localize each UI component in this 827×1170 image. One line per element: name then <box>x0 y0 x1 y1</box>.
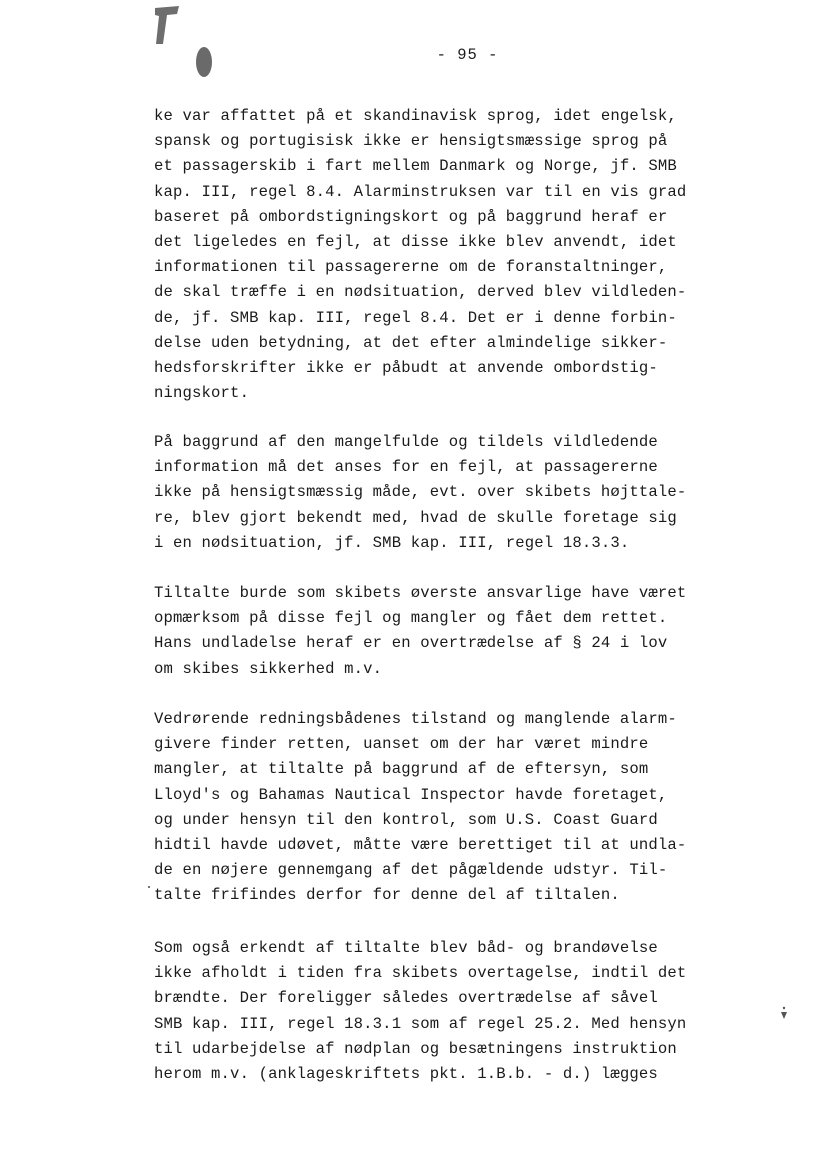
paragraph <box>154 581 734 682</box>
text-line: informationen til passagererne om de foranstaltninger, <box>154 258 668 277</box>
text-line: i en nødsituation, jf. SMB kap. III, regel 18.3.3. <box>154 533 630 552</box>
scan-speck <box>148 886 150 888</box>
text-line: På baggrund af den mangelfulde og tildels vildledende <box>154 433 658 451</box>
text-line: delse uden betydning, at det efter almindelige sikker- <box>154 333 668 352</box>
text-line: om skibes sikkerhed m.v. <box>154 659 383 678</box>
text-line: information må det anses for en fejl, at passagererne <box>154 458 658 477</box>
text-line: ke var affattet på et skandinavisk sprog, idet engelsk, <box>154 107 677 125</box>
text-line: til udarbejdelse af nødplan og besætningens instruktion <box>154 1039 677 1058</box>
text-line: Vedrørende redningsbådenes tilstand og manglende alarm- <box>154 710 677 728</box>
text-line: ningskort. <box>154 384 250 403</box>
paragraph <box>154 430 734 556</box>
text-line: de, jf. SMB kap. III, regel 8.4. Det er i denne forbin- <box>154 308 677 327</box>
paragraph <box>154 936 734 1087</box>
text-line: Hans undladelse heraf er en overtrædelse af § 24 i lov <box>154 634 668 653</box>
text-line: et passagerskib i fart mellem Danmark og Norge, jf. SMB <box>154 157 677 176</box>
text-line: givere finder retten, uanset om der har været mindre <box>154 735 649 754</box>
text-line: det ligeledes en fejl, at disse ikke blev anvendt, idet <box>154 232 677 251</box>
text-line: Lloyd's og Bahamas Nautical Inspector havde foretaget, <box>154 785 668 804</box>
text-line: talte frifindes derfor for denne del af tiltalen. <box>154 886 620 905</box>
text-line: re, blev gjort bekendt med, hvad de skulle foretage sig <box>154 508 677 527</box>
scan-mark-right <box>780 1006 788 1025</box>
text-line: de skal træffe i en nødsituation, derved blev vildleden- <box>154 283 687 302</box>
paragraph <box>154 707 734 909</box>
text-line: hedsforskrifter ikke er påbudt at anvende ombordstig- <box>154 358 658 377</box>
text-line: mangler, at tiltalte på baggrund af de eftersyn, som <box>154 760 649 779</box>
paragraph <box>154 104 734 406</box>
text-line: opmærksom på disse fejl og mangler og fået dem rettet. <box>154 609 668 628</box>
text-line: kap. III, regel 8.4. Alarminstruksen var til en vis grad <box>154 182 687 201</box>
text-line: Som også erkendt af tiltalte blev båd- og brandøvelse <box>154 939 658 957</box>
text-line: SMB kap. III, regel 18.3.1 som af regel 25.2. Med hensyn <box>154 1014 687 1033</box>
text-line: brændte. Der foreligger således overtrædelse af såvel <box>154 989 658 1008</box>
text-line: baseret på ombordstigningskort og på baggrund heraf er <box>154 207 668 226</box>
page-number: - 95 - <box>436 46 499 64</box>
text-line: herom m.v. (anklageskriftets pkt. 1.B.b. - d.) lægges <box>154 1064 658 1083</box>
text-line: hidtil havde udøvet, måtte være berettiget til at undla- <box>154 835 687 854</box>
text-line: de en nøjere gennemgang af det pågældende udstyr. Til- <box>154 861 668 880</box>
text-line: ikke på hensigtsmæssig måde, evt. over skibets højttale- <box>154 483 687 502</box>
text-line: Tiltalte burde som skibets øverste ansvarlige have været <box>154 584 687 602</box>
text-line: og under hensyn til den kontrol, som U.S. Coast Guard <box>154 810 658 829</box>
text-line: ikke afholdt i tiden fra skibets overtagelse, indtil det <box>154 964 687 983</box>
text-line: spansk og portugisisk ikke er hensigtsmæssige sprog på <box>154 132 668 151</box>
